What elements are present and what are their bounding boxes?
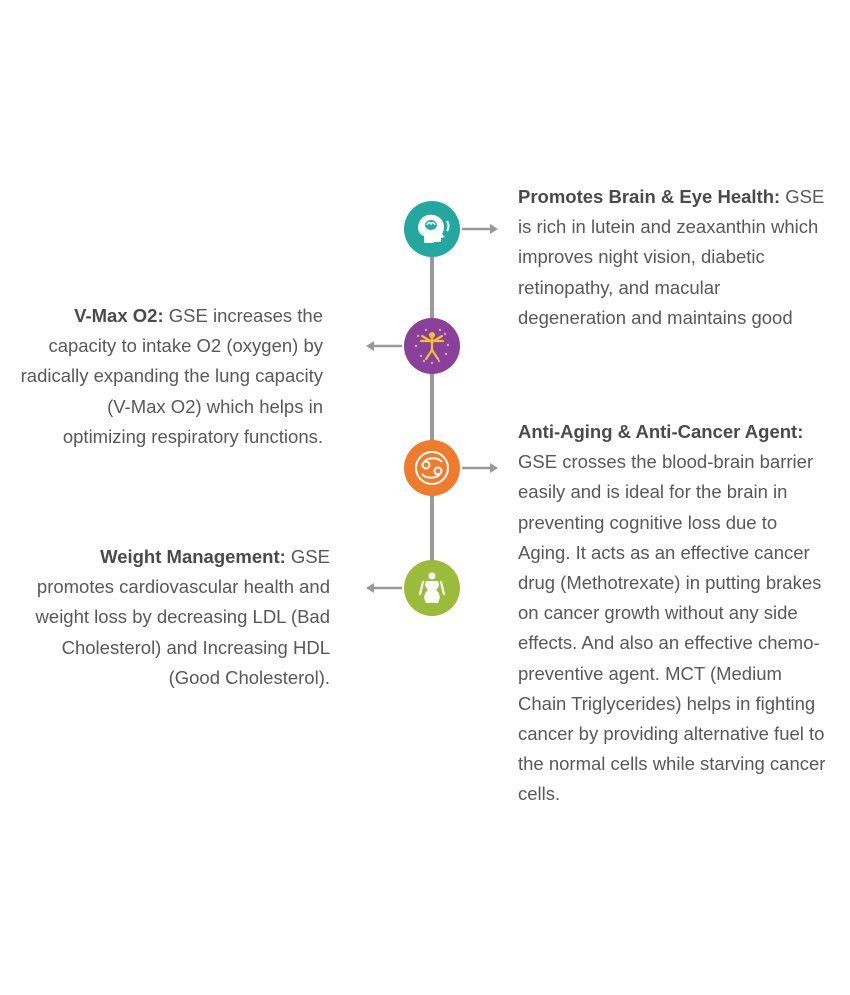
body-silhouette-icon <box>412 568 452 608</box>
weight-text <box>30 542 330 693</box>
brain-eye-arrow <box>462 223 498 235</box>
weight-node <box>404 560 460 616</box>
anti-aging-text <box>518 417 830 810</box>
head-brain-icon <box>412 209 452 249</box>
vitruvian-man-icon <box>412 326 452 366</box>
weight-arrow <box>366 582 402 594</box>
brain-eye-text <box>518 182 833 333</box>
vmax-title: V-Max O2: <box>74 305 164 326</box>
weight-body: GSE promotes cardiovascular health and weight loss by decreasing LDL (Bad Cholesterol) and Increasing HDL (Good Cholesterol). <box>35 546 330 688</box>
anti-aging-arrow <box>462 462 498 474</box>
anti-aging-title: Anti-Aging & Anti-Cancer Agent: <box>518 421 804 442</box>
vmax-text <box>20 301 323 452</box>
vmax-node <box>404 318 460 374</box>
brain-eye-body: GSE is rich in lutein and zeaxanthin which improves night vision, diabetic retinopathy, and macular degeneration and maintains good <box>518 186 825 328</box>
cancer-zodiac-icon <box>412 448 452 488</box>
vmax-arrow <box>366 340 402 352</box>
anti-aging-node <box>404 440 460 496</box>
brain-eye-node <box>404 201 460 257</box>
timeline-spine <box>430 228 434 588</box>
vmax-body: GSE increases the capacity to intake O2 (oxygen) by radically expanding the lung capacity (V-Max O2) which helps in optimizing respiratory functions. <box>20 305 323 447</box>
anti-aging-body: GSE crosses the blood-brain barrier easily and is ideal for the brain in preventing cognitive loss due to Aging. It acts as an effective cancer drug (Methotrexate) in putting brakes on cancer growth without any side effects. And also an effective chemo-preventive agent. MCT (Medium Chain Triglycerides) helps in fighting cancer by providing alternative fuel to the normal cells while starving cancer cells. <box>518 451 826 805</box>
weight-title: Weight Management: <box>100 546 286 567</box>
brain-eye-title: Promotes Brain & Eye Health: <box>518 186 781 207</box>
